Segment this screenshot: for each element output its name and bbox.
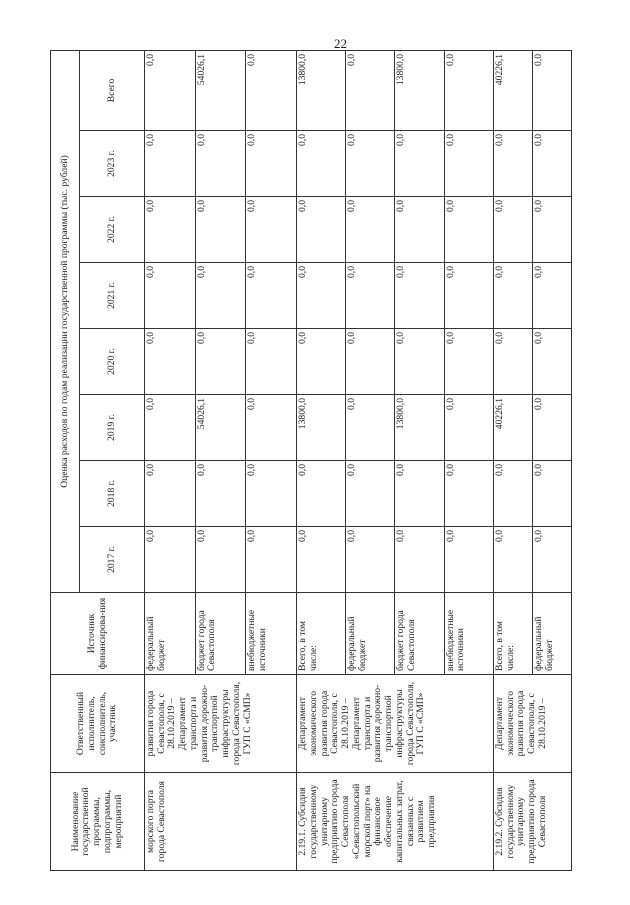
value-cell: 0,0 [493, 131, 532, 197]
value-cell: 0,0 [145, 131, 196, 197]
source-cell: бюджет города Севастополя [195, 593, 246, 675]
table-row [297, 50, 346, 870]
total-cell: 0,0 [145, 50, 196, 130]
source-cell: внебюджетные источники [246, 593, 297, 675]
value-cell: 0,0 [444, 263, 493, 329]
value-cell: 0,0 [346, 263, 395, 329]
value-cell: 0,0 [145, 329, 196, 395]
table-row [493, 50, 532, 870]
value-cell: 0,0 [532, 197, 571, 263]
source-cell: федеральный бюджет [346, 593, 395, 675]
value-cell: 0,0 [195, 461, 246, 527]
header-name: Наименование государственной программы, подпрограммы, мероприятий [51, 773, 145, 871]
value-cell: 0,0 [346, 527, 395, 593]
value-cell: 0,0 [297, 263, 346, 329]
header-year: 2021 г. [80, 263, 145, 329]
total-cell: 0,0 [246, 50, 297, 130]
value-cell: 0,0 [395, 461, 444, 527]
header-source: Источник финансирова-ния [51, 593, 145, 675]
value-cell: 0,0 [444, 461, 493, 527]
value-cell: 0,0 [493, 461, 532, 527]
header-year: 2023 г. [80, 131, 145, 197]
measure-name: морского порта города Севастополя [145, 773, 297, 871]
header-year: 2017 г. [80, 527, 145, 593]
value-cell: 0,0 [444, 131, 493, 197]
executor-cell: Департамент экономического развития города Севастополя, с 28.10.2019 – [493, 675, 571, 773]
value-cell: 0,0 [145, 461, 196, 527]
value-cell: 0,0 [532, 395, 571, 461]
value-cell: 0,0 [297, 461, 346, 527]
value-cell: 0,0 [444, 395, 493, 461]
value-cell: 0,0 [145, 527, 196, 593]
header-total: Всего [80, 50, 145, 130]
value-cell: 0,0 [444, 329, 493, 395]
value-cell: 0,0 [532, 461, 571, 527]
value-cell: 0,0 [493, 527, 532, 593]
measure-name: 2.19.2. Субсидия государственному унитарному предприятию города Севастополя [493, 773, 571, 871]
value-cell: 0,0 [444, 197, 493, 263]
header-year: 2020 г. [80, 329, 145, 395]
table-row [145, 50, 196, 870]
value-cell: 0,0 [246, 329, 297, 395]
total-cell: 0,0 [346, 50, 395, 130]
rotated-table-container [50, 51, 572, 871]
value-cell: 13800,0 [297, 395, 346, 461]
value-cell: 0,0 [444, 527, 493, 593]
source-cell: федеральный бюджет [532, 593, 571, 675]
value-cell: 0,0 [395, 263, 444, 329]
source-cell: Всего, в том числе: [297, 593, 346, 675]
value-cell: 0,0 [346, 131, 395, 197]
value-cell: 0,0 [195, 131, 246, 197]
value-cell: 0,0 [246, 461, 297, 527]
source-cell: бюджет города Севастополя [395, 593, 444, 675]
value-cell: 40226,1 [493, 395, 532, 461]
value-cell: 0,0 [246, 197, 297, 263]
source-cell: федеральный бюджет [145, 593, 196, 675]
source-cell: Всего, в том числе: [493, 593, 532, 675]
value-cell: 0,0 [246, 527, 297, 593]
executor-cell: развития города Севастополя, с 28.10.2019 – Департамент транспорта и развития дорожно-транспортной инфраструктуры города Севастополя, ГУП С «СМП» [145, 675, 297, 773]
value-cell: 0,0 [493, 197, 532, 263]
value-cell: 0,0 [297, 329, 346, 395]
budget-table [50, 50, 572, 871]
source-cell: внебюджетные источники [444, 593, 493, 675]
value-cell: 0,0 [246, 263, 297, 329]
header-executor: Ответственный исполнитель, соисполнитель, участник [51, 675, 145, 773]
value-cell: 0,0 [395, 197, 444, 263]
value-cell: 0,0 [195, 263, 246, 329]
value-cell: 0,0 [532, 263, 571, 329]
measure-name: 2.19.1. Субсидия государственному унитарному предприятию города Севастополя «Севастопольский морской порт» на финансовое обеспечение капитальных затрат, связанных с развитием предприятия [297, 773, 494, 871]
header-year: 2018 г. [80, 461, 145, 527]
header-group: Оценка расходов по годам реализации государственной программы (тыс. рублей) [51, 50, 80, 592]
value-cell: 0,0 [346, 461, 395, 527]
value-cell: 0,0 [395, 329, 444, 395]
executor-cell: Департамент экономического развития города Севастополя, с 28.10.2019 – Департамент транспорта и развития дорожно-транспортной инфраструктуры города Севастополя, ГУП С «СМП» [297, 675, 494, 773]
value-cell: 0,0 [145, 197, 196, 263]
value-cell: 0,0 [532, 329, 571, 395]
value-cell: 0,0 [395, 131, 444, 197]
total-cell: 0,0 [444, 50, 493, 130]
page-number: 22 [334, 36, 347, 51]
value-cell: 54026,1 [195, 395, 246, 461]
value-cell: 0,0 [195, 329, 246, 395]
value-cell: 0,0 [145, 395, 196, 461]
total-cell: 13800,0 [297, 50, 346, 130]
value-cell: 0,0 [246, 395, 297, 461]
value-cell: 0,0 [346, 329, 395, 395]
value-cell: 0,0 [195, 197, 246, 263]
total-cell: 13800,0 [395, 50, 444, 130]
total-cell: 54026,1 [195, 50, 246, 130]
value-cell: 0,0 [532, 131, 571, 197]
value-cell: 0,0 [246, 131, 297, 197]
value-cell: 0,0 [297, 527, 346, 593]
value-cell: 0,0 [346, 197, 395, 263]
value-cell: 13800,0 [395, 395, 444, 461]
header-year: 2019 г. [80, 395, 145, 461]
value-cell: 0,0 [145, 263, 196, 329]
value-cell: 0,0 [493, 329, 532, 395]
value-cell: 0,0 [195, 527, 246, 593]
value-cell: 0,0 [532, 527, 571, 593]
value-cell: 0,0 [493, 263, 532, 329]
value-cell: 0,0 [346, 395, 395, 461]
header-year: 2022 г. [80, 197, 145, 263]
value-cell: 0,0 [297, 197, 346, 263]
total-cell: 0,0 [532, 50, 571, 130]
value-cell: 0,0 [297, 131, 346, 197]
value-cell: 0,0 [395, 527, 444, 593]
total-cell: 40226,1 [493, 50, 532, 130]
